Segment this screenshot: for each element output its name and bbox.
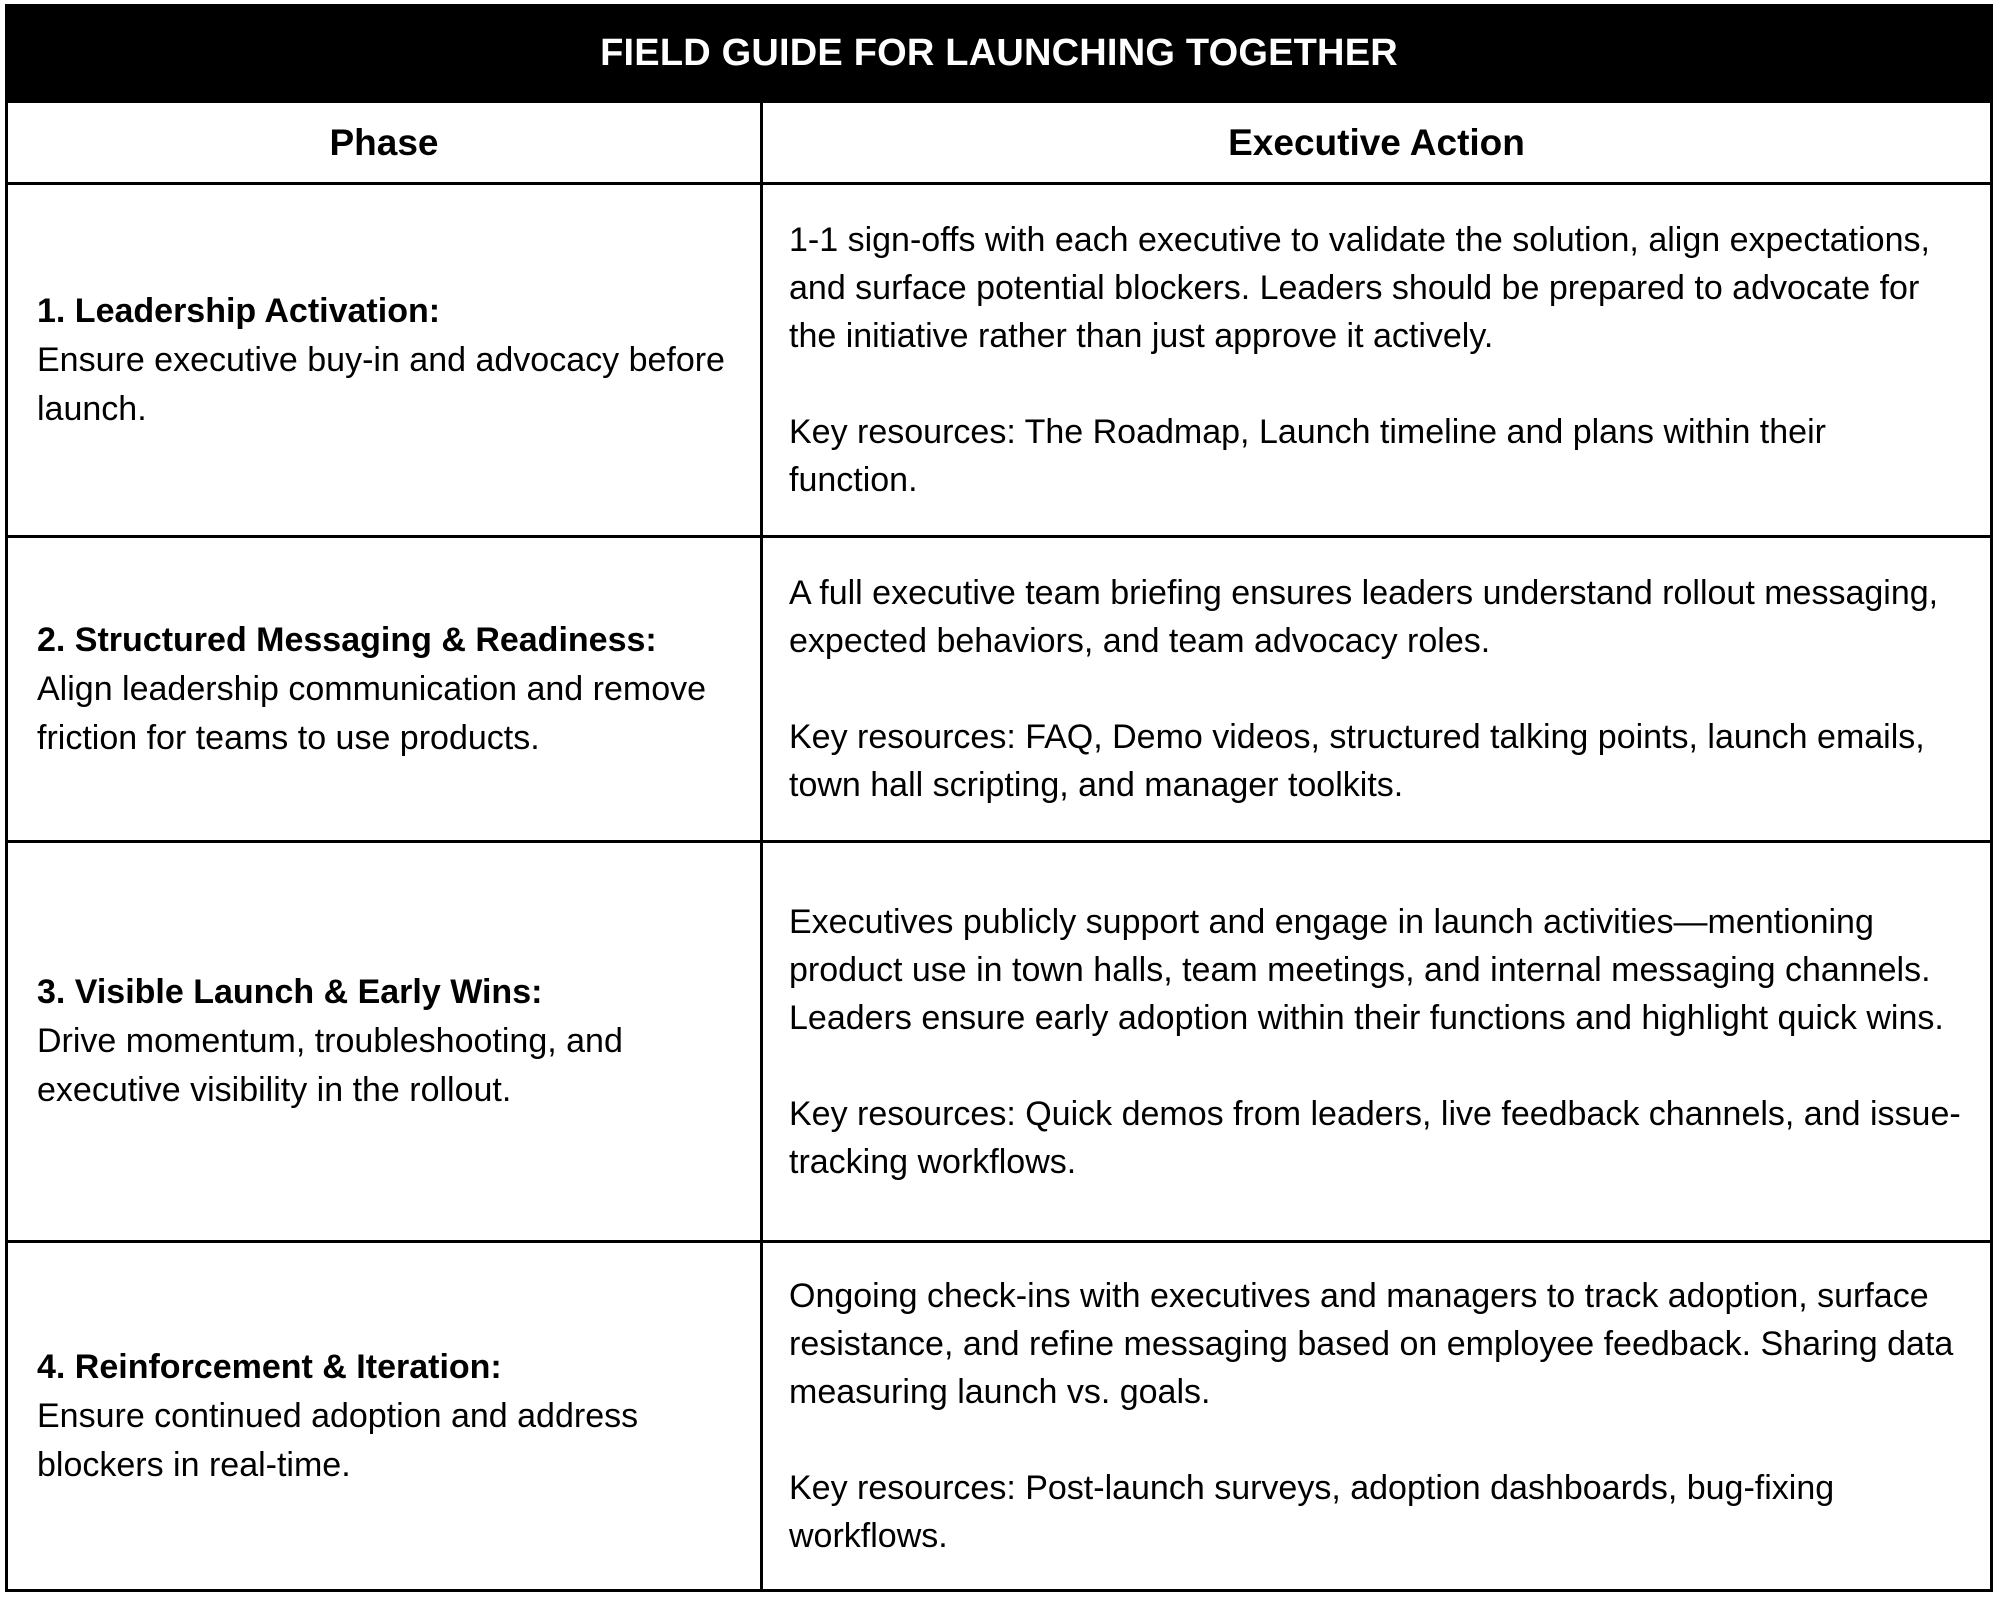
- column-header-executive-action: Executive Action: [763, 100, 1990, 182]
- column-header-phase: Phase: [8, 100, 763, 182]
- action-cell-3: [763, 840, 1990, 1240]
- phase-title: 1. Leadership Activation:: [37, 291, 441, 330]
- action-text: Executives publicly support and engage in launch activities—mentioning product use in town halls, team meetings, and internal messaging channels. Leaders ensure early adoption within their functions and highlight quick wins.: [789, 902, 1944, 1037]
- phase-title: 4. Reinforcement & Iteration:: [37, 1347, 502, 1386]
- phase-cell-3: [8, 840, 763, 1240]
- action-cell-1: [763, 182, 1990, 535]
- table-title: FIELD GUIDE FOR LAUNCHING TOGETHER: [8, 7, 1990, 100]
- action-text: Ongoing check-ins with executives and managers to track adoption, surface resistance, and refine messaging based on employee feedback. Sharing data measuring launch vs. goals.: [789, 1277, 1954, 1411]
- phase-description: Ensure executive buy-in and advocacy before launch.: [37, 340, 725, 428]
- action-text: A full executive team briefing ensures leaders understand rollout messaging, expected behaviors, and team advocacy roles.: [789, 574, 1939, 660]
- key-resources-text: Key resources: Post-launch surveys, adoption dashboards, bug-fixing workflows.: [789, 1469, 1835, 1555]
- phase-title: 3. Visible Launch & Early Wins:: [37, 973, 543, 1011]
- key-resources-text: Key resources: Quick demos from leaders, live feedback channels, and issue-tracking workflows.: [789, 1094, 1961, 1181]
- table-grid: [8, 100, 1990, 1589]
- action-text: 1-1 sign-offs with each executive to validate the solution, align expectations, and surface potential blockers. Leaders should be prepared to advocate for the initiative rather than just approve it actively.: [789, 221, 1930, 355]
- field-guide-table: [5, 4, 1993, 1592]
- phase-cell-4: [8, 1240, 763, 1589]
- phase-title: 2. Structured Messaging & Readiness:: [37, 620, 657, 659]
- phase-cell-2: [8, 535, 763, 840]
- key-resources-text: Key resources: FAQ, Demo videos, structured talking points, launch emails, town hall scripting, and manager toolkits.: [789, 718, 1925, 804]
- phase-description: Align leadership communication and remove friction for teams to use products.: [37, 669, 707, 757]
- action-cell-4: [763, 1240, 1990, 1589]
- phase-description: Ensure continued adoption and address blockers in real-time.: [37, 1396, 639, 1484]
- phase-description: Drive momentum, troubleshooting, and executive visibility in the rollout.: [37, 1022, 623, 1109]
- phase-cell-1: [8, 182, 763, 535]
- key-resources-text: Key resources: The Roadmap, Launch timeline and plans within their function.: [789, 413, 1826, 499]
- action-cell-2: [763, 535, 1990, 840]
